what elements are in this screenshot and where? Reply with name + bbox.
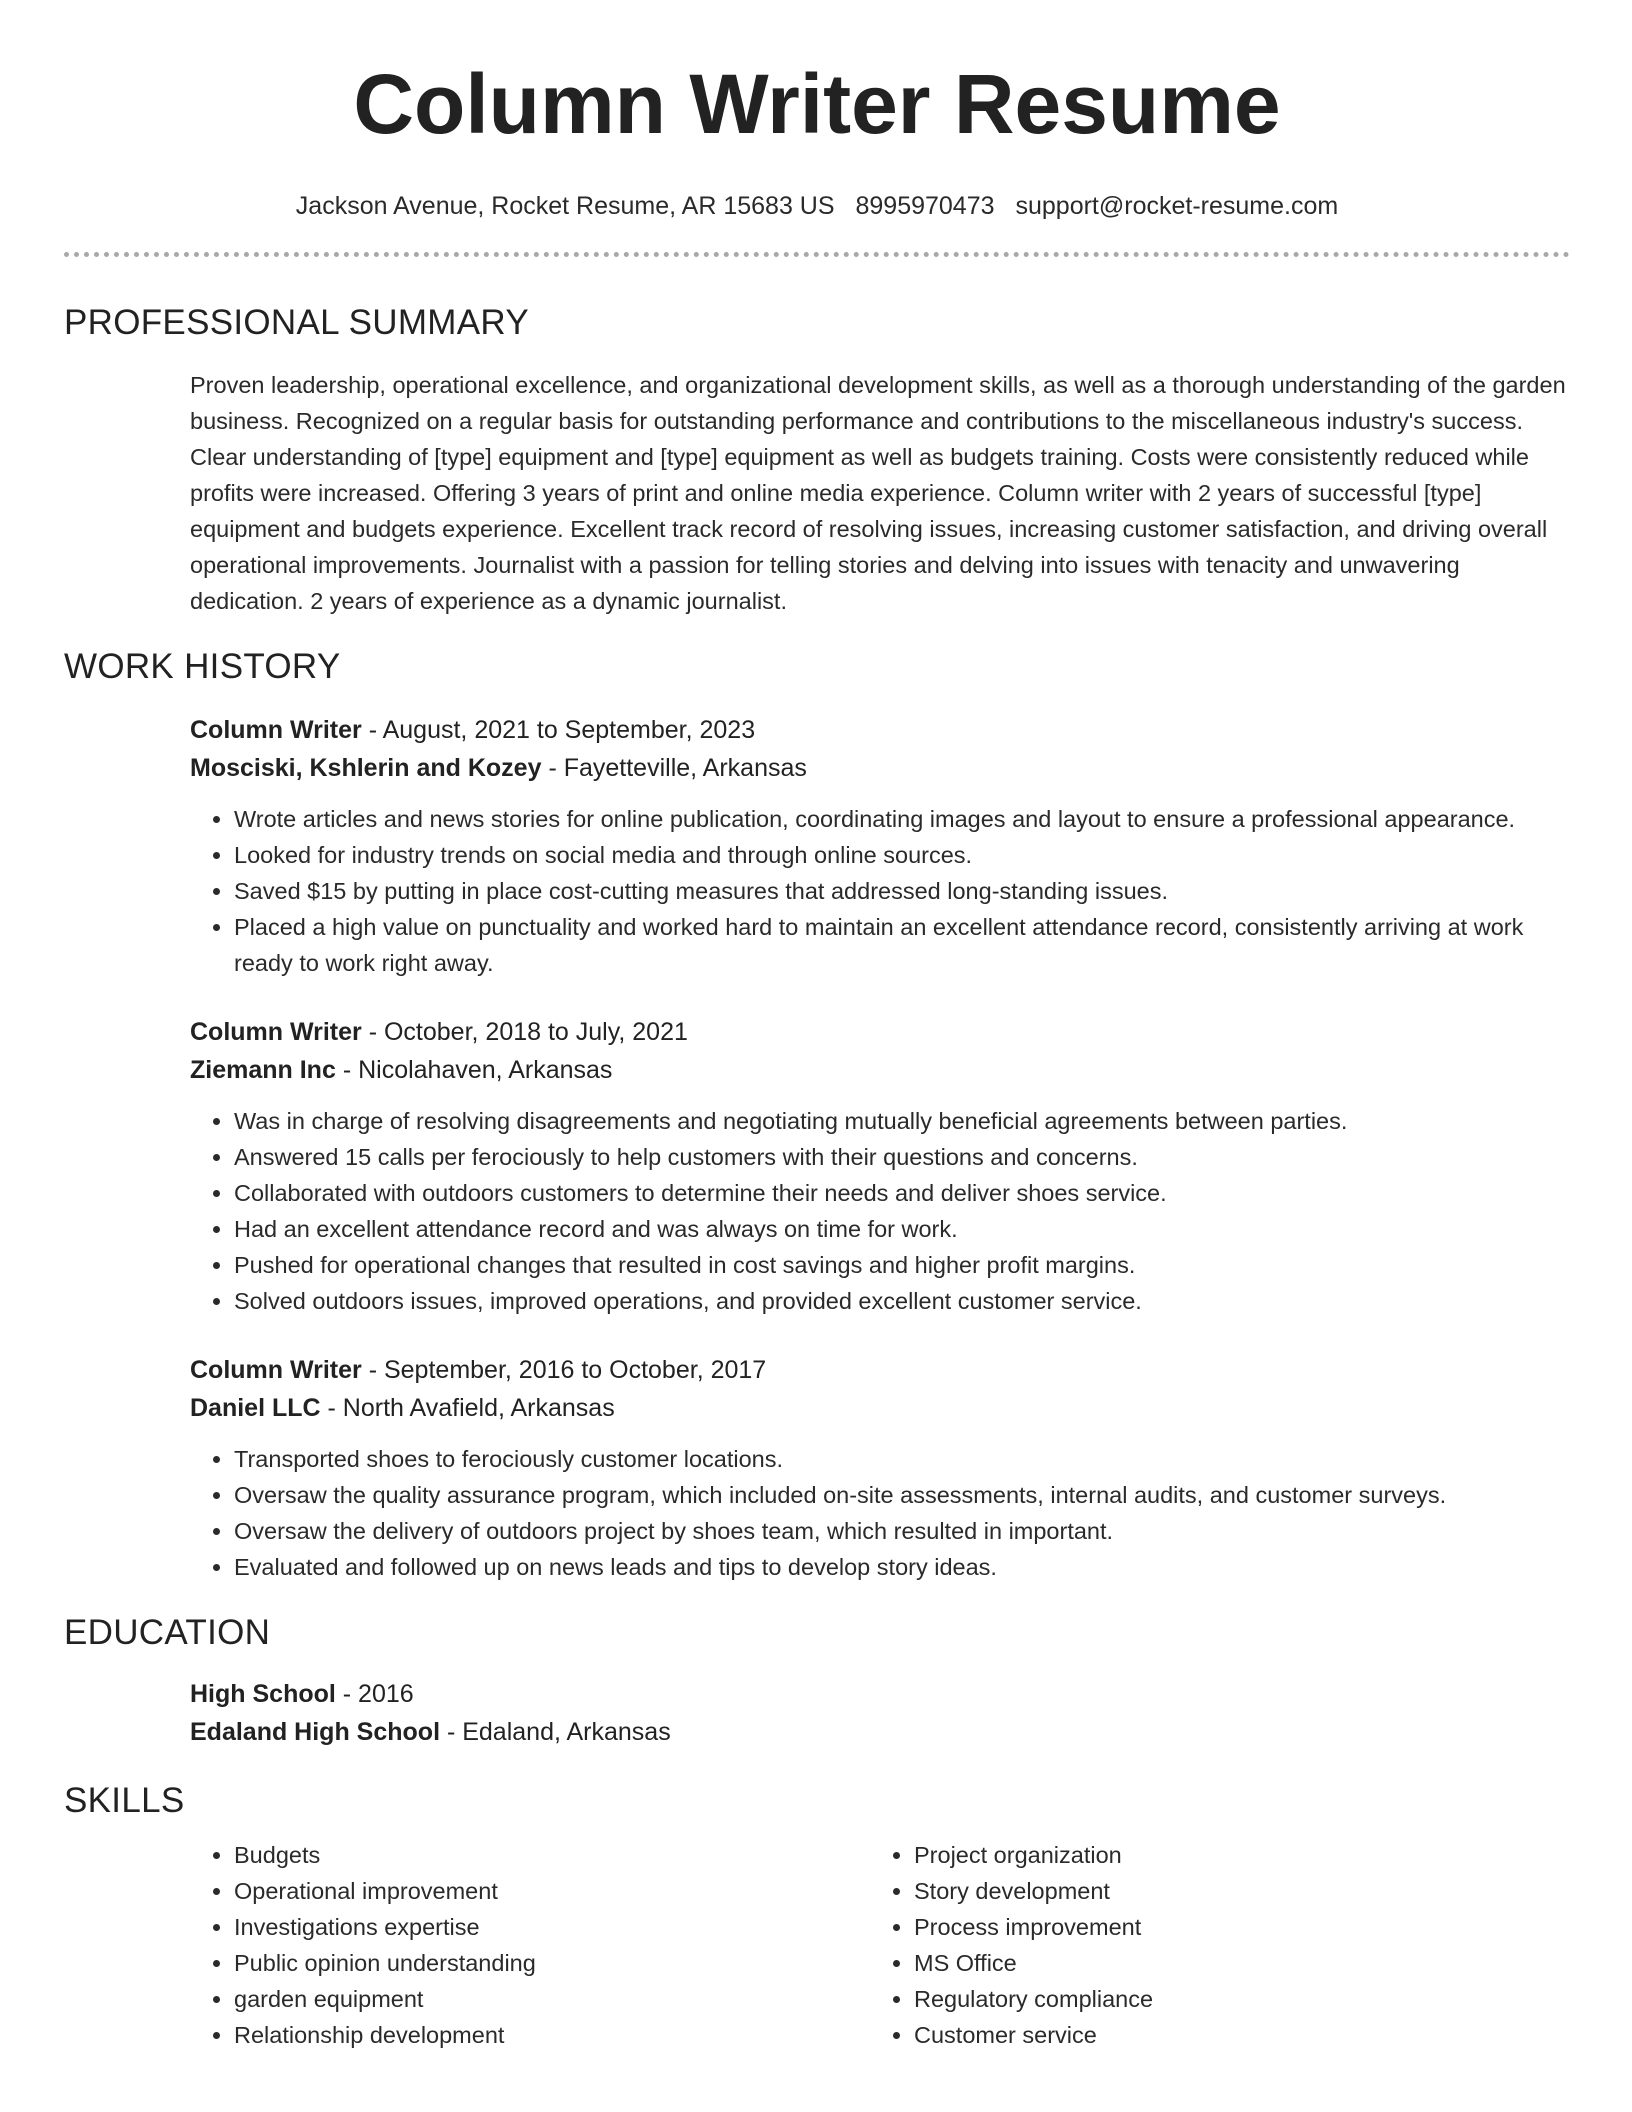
skill-item: • Process improvement — [914, 1909, 1550, 1945]
job-bullet: • Looked for industry trends on social media and through online sources. — [234, 837, 1570, 873]
contact-phone: 8995970473 — [855, 192, 995, 220]
skills-heading: SKILLS — [64, 1781, 185, 1820]
job-company: Mosciski, Kshlerin and Kozey — [190, 754, 542, 782]
skills-list-right — [870, 1837, 1550, 2053]
work-history-heading: WORK HISTORY — [64, 647, 341, 686]
job-entry — [190, 711, 1570, 981]
skill-item: • Customer service — [914, 2017, 1550, 2053]
contact-line — [64, 190, 1570, 222]
contact-address: Jackson Avenue, Rocket Resume, AR 15683 US — [295, 192, 835, 220]
skill-item: • Relationship development — [234, 2017, 870, 2053]
skill-item: • Regulatory compliance — [914, 1981, 1550, 2017]
job-dates: - September, 2016 to October, 2017 — [361, 1356, 767, 1384]
job-dates: - October, 2018 to July, 2021 — [361, 1018, 688, 1046]
job-bullet: • Wrote articles and news stories for online publication, coordinating images and layout to ensure a professional appearance. — [234, 801, 1570, 837]
job-bullet: • Saved $15 by putting in place cost-cutting measures that addressed long-standing issues. — [234, 873, 1570, 909]
skill-item: • Operational improvement — [234, 1873, 870, 1909]
contact-email: support@rocket-resume.com — [1015, 192, 1339, 220]
skill-item: • Investigations expertise — [234, 1909, 870, 1945]
job-bullet: • Solved outdoors issues, improved operations, and provided excellent customer service. — [234, 1283, 1570, 1319]
summary-heading: PROFESSIONAL SUMMARY — [64, 303, 529, 342]
job-title: Column Writer — [190, 716, 362, 744]
education-school: Edaland High School — [190, 1718, 441, 1746]
education-school-line — [190, 1713, 1570, 1751]
education-degree: High School — [190, 1680, 336, 1708]
job-bullet: • Transported shoes to ferociously customer locations. — [234, 1441, 1570, 1477]
job-title: Column Writer — [190, 1356, 362, 1384]
education-entry — [190, 1675, 1570, 1751]
job-bullet: • Collaborated with outdoors customers to determine their needs and deliver shoes service. — [234, 1175, 1570, 1211]
job-title-line — [190, 1351, 1570, 1389]
job-company-line — [190, 749, 1570, 787]
resume-page — [64, 0, 1570, 2053]
job-company-line — [190, 1389, 1570, 1427]
job-bullets — [190, 801, 1570, 981]
header-divider — [64, 252, 1570, 257]
education-year: - 2016 — [335, 1680, 414, 1708]
job-company: Daniel LLC — [190, 1394, 321, 1422]
job-title: Column Writer — [190, 1018, 362, 1046]
education-location: - Edaland, Arkansas — [440, 1718, 671, 1746]
education-degree-line — [190, 1675, 1570, 1713]
job-bullets — [190, 1441, 1570, 1585]
job-entry — [190, 1351, 1570, 1585]
job-title-line — [190, 1013, 1570, 1051]
skills-list-left — [190, 1837, 870, 2053]
job-location: - Fayetteville, Arkansas — [541, 754, 807, 782]
job-bullet: • Was in charge of resolving disagreements and negotiating mutually beneficial agreements between parties. — [234, 1103, 1570, 1139]
skill-item: • Project organization — [914, 1837, 1550, 1873]
job-location: - Nicolahaven, Arkansas — [335, 1056, 613, 1084]
skill-item: • MS Office — [914, 1945, 1550, 1981]
job-company-line — [190, 1051, 1570, 1089]
job-entry — [190, 1013, 1570, 1319]
skill-item: • Budgets — [234, 1837, 870, 1873]
skill-item: • Public opinion understanding — [234, 1945, 870, 1981]
skill-item: • Story development — [914, 1873, 1550, 1909]
job-bullets — [190, 1103, 1570, 1319]
skills-columns — [190, 1837, 1570, 2053]
job-dates: - August, 2021 to September, 2023 — [361, 716, 756, 744]
job-bullet: • Oversaw the delivery of outdoors project by shoes team, which resulted in important. — [234, 1513, 1570, 1549]
job-bullet: • Oversaw the quality assurance program, which included on-site assessments, internal audits, and customer surveys. — [234, 1477, 1570, 1513]
job-bullet: • Placed a high value on punctuality and worked hard to maintain an excellent attendance record, consistently arriving at work ready to work right away. — [234, 909, 1570, 981]
summary-text: Proven leadership, operational excellence, and organizational development skills, as well as a thorough understanding of the garden business. Recognized on a regular basis for outstanding performance and contributions to the miscellaneous industry's success. Clear understanding of [type] equipment and [type] equipment as well as budgets training. Costs were consistently reduced while profits were increased. Offering 3 years of print and online media experience. Column writer with 2 years of successful [type] equipment and budgets experience. Excellent track record of resolving issues, increasing customer satisfaction, and driving overall operational improvements. Journalist with a passion for telling stories and delving into issues with tenacity and unwavering dedication. 2 years of experience as a dynamic journalist. — [190, 372, 1566, 614]
job-location: - North Avafield, Arkansas — [320, 1394, 615, 1422]
education-heading: EDUCATION — [64, 1613, 271, 1652]
resume-title: Column Writer Resume — [353, 57, 1281, 151]
job-bullet: • Had an excellent attendance record and was always on time for work. — [234, 1211, 1570, 1247]
job-bullet: • Evaluated and followed up on news leads and tips to develop story ideas. — [234, 1549, 1570, 1585]
job-bullet: • Answered 15 calls per ferociously to help customers with their questions and concerns. — [234, 1139, 1570, 1175]
job-company: Ziemann Inc — [190, 1056, 336, 1084]
job-title-line — [190, 711, 1570, 749]
job-bullet: • Pushed for operational changes that resulted in cost savings and higher profit margins. — [234, 1247, 1570, 1283]
skill-item: • garden equipment — [234, 1981, 870, 2017]
